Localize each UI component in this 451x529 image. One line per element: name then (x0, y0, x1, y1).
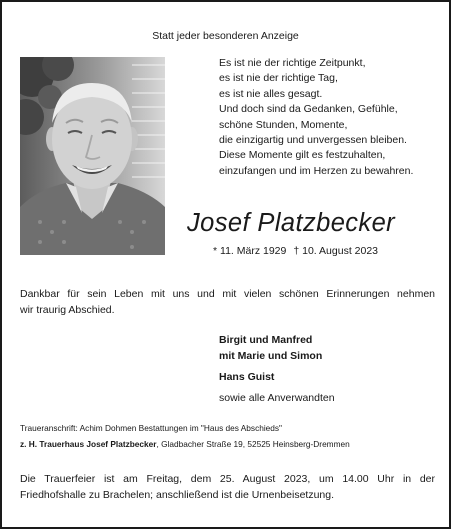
mourner-line: sowie alle Anverwandten (219, 392, 335, 404)
birth-date: * 11. März 1929 (213, 245, 287, 257)
poem-line: einzufangen und im Herzen zu bewahren. (219, 164, 414, 177)
thanks-line: wir traurig Abschied. (20, 304, 115, 316)
funeral-line: Die Trauerfeier ist am Freitag, dem 25. August 2023, um 14.00 Uhr in der (20, 473, 435, 485)
mourning-address (20, 420, 440, 452)
mourner-line: mit Marie und Simon (219, 350, 323, 362)
thanks-paragraph (20, 286, 435, 318)
death-date: † 10. August 2023 (293, 245, 379, 257)
poem-line: es ist nie alles gesagt. (219, 87, 323, 100)
thanks-line: Dankbar für sein Leben mit uns und mit vielen schönen Erinnerungen nehmen (20, 288, 435, 300)
address-recipient: z. H. Trauerhaus Josef Platzbecker (20, 439, 157, 449)
poem-line: Und doch sind da Gedanken, Gefühle, (219, 103, 398, 116)
poem (219, 56, 413, 179)
funeral-notice (20, 471, 435, 503)
funeral-line: Friedhofshalle zu Brachelen; anschließend ist die Urnenbeisetzung. (20, 489, 335, 501)
mourner-line: Hans Guist (219, 371, 275, 383)
address-line (20, 436, 440, 452)
mourners-list (219, 332, 335, 406)
portrait-photo (20, 57, 165, 255)
poem-line: Diese Momente gilt es festzuhalten, (219, 149, 386, 162)
address-line: Traueranschrift: Achim Dohmen Bestattungen im "Haus des Abschieds" (20, 423, 282, 433)
poem-line: die einzigartig und unvergessen bleiben. (219, 134, 407, 147)
poem-line: es ist nie der richtige Tag, (219, 72, 338, 85)
poem-line: Es ist nie der richtige Zeitpunkt, (219, 57, 366, 69)
header-text: Statt jeder besonderen Anzeige (152, 30, 299, 42)
life-dates (213, 245, 378, 257)
mourner-line: Birgit und Manfred (219, 334, 313, 346)
deceased-name: Josef Platzbecker (187, 209, 396, 237)
poem-line: schöne Stunden, Momente, (219, 118, 348, 131)
address-street: , Gladbacher Straße 19, 52525 Heinsberg-Dremmen (156, 439, 350, 449)
